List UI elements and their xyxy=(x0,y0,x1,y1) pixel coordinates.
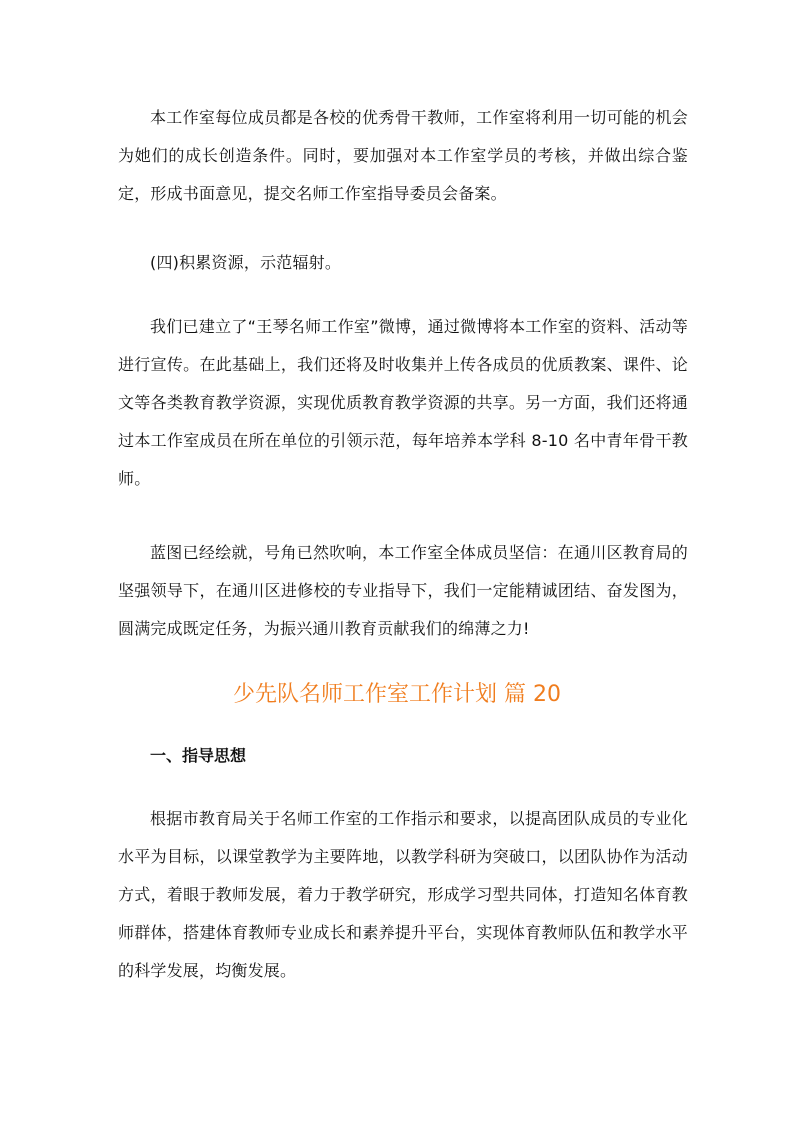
guiding-thought-heading: 一、指导思想 xyxy=(150,746,247,765)
subsection-heading-resources: (四)积累资源，示范辐射。 xyxy=(150,253,342,272)
body-paragraph-guiding-thought: 根据市教育局关于名师工作室的工作指示和要求，以提高团队成员的专业化水平为目标，以课堂教学为主要阵地，以教学科研为突破口，以团队协作为活动方式，着眼于教师发展，着力于教学研究，形成学习型共同体，打造知名体育教师群体，搭建体育教师专业成长和素养提升平台，实现体育教师队伍和教学水平的科学发展，均衡发展。 xyxy=(118,809,688,980)
section-title: 少先队名师工作室工作计划 篇 20 xyxy=(233,682,561,707)
body-paragraph-conclusion: 蓝图已经绘就，号角已然吹响，本工作室全体成员坚信：在通川区教育局的坚强领导下，在通川区进修校的专业指导下，我们一定能精诚团结、奋发图为，圆满完成既定任务，为振兴通川教育贡献我们的绵薄之力! xyxy=(118,543,688,638)
body-paragraph-weibo-resources: 我们已建立了“王琴名师工作室”微博，通过微博将本工作室的资料、活动等进行宣传。在此基础上，我们还将及时收集并上传各成员的优质教案、课件、论文等各类教育教学资源，实现优质教育教学资源的共享。另一方面，我们还将通过本工作室成员在所在单位的引领示范，每年培养本学科 8-10 名中青年骨干教师。 xyxy=(118,317,688,488)
body-paragraph-member-development: 本工作室每位成员都是各校的优秀骨干教师，工作室将利用一切可能的机会为她们的成长创造条件。同时，要加强对本工作室学员的考核，并做出综合鉴定，形成书面意见，提交名师工作室指导委员会备案。 xyxy=(118,108,688,203)
